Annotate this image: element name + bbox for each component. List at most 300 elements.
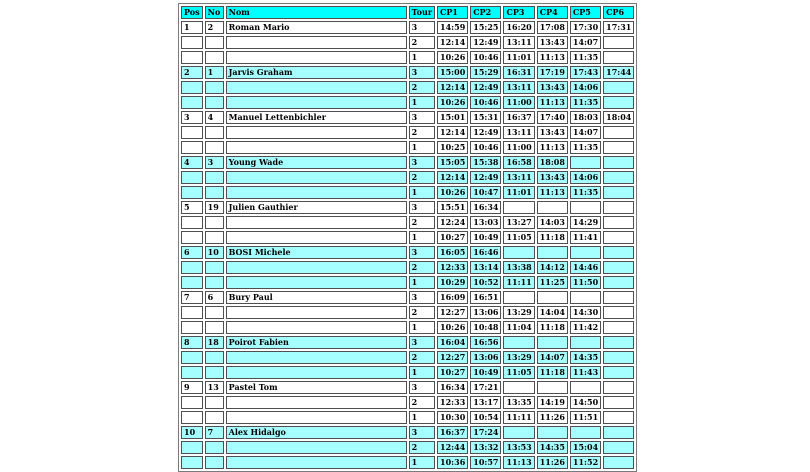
cell-pos — [181, 141, 203, 154]
table-row — [181, 246, 634, 259]
cell-cp6 — [603, 141, 634, 154]
cell-nom: BOSI Michele — [226, 246, 407, 259]
cell-cp4: 14:07 — [537, 351, 568, 364]
cell-nom — [226, 51, 407, 64]
cell-cp2: 12:49 — [470, 81, 501, 94]
table-header-row — [181, 6, 634, 19]
cell-tour: 2 — [409, 126, 435, 139]
cell-cp2: 10:49 — [470, 366, 501, 379]
cell-cp6 — [603, 156, 634, 169]
cell-tour: 1 — [409, 276, 435, 289]
cell-cp3: 13:27 — [503, 216, 534, 229]
cell-cp4: 13:43 — [537, 81, 568, 94]
cell-cp6 — [603, 321, 634, 334]
table-row — [181, 171, 634, 184]
cell-cp2: 17:24 — [470, 426, 501, 439]
cell-no — [205, 81, 224, 94]
cell-tour: 2 — [409, 306, 435, 319]
cell-pos — [181, 126, 203, 139]
table-row — [181, 396, 634, 409]
cell-cp2: 10:57 — [470, 456, 501, 469]
cell-cp2: 12:49 — [470, 36, 501, 49]
cell-cp3: 16:37 — [503, 111, 534, 124]
table-row — [181, 111, 634, 124]
cell-cp6 — [603, 96, 634, 109]
cell-nom — [226, 306, 407, 319]
cell-cp2: 10:46 — [470, 51, 501, 64]
cell-cp6 — [603, 171, 634, 184]
cell-cp5: 11:41 — [570, 231, 601, 244]
cell-no: 1 — [205, 66, 224, 79]
cell-cp1: 12:33 — [437, 261, 468, 274]
cell-cp3: 16:58 — [503, 156, 534, 169]
table-row — [181, 456, 634, 469]
cell-no — [205, 411, 224, 424]
cell-cp1: 12:14 — [437, 36, 468, 49]
cell-pos — [181, 351, 203, 364]
table-row — [181, 186, 634, 199]
cell-cp5: 14:46 — [570, 261, 601, 274]
cell-cp6 — [603, 291, 634, 304]
cell-pos: 3 — [181, 111, 203, 124]
cell-cp5 — [570, 381, 601, 394]
cell-pos: 1 — [181, 21, 203, 34]
cell-pos — [181, 321, 203, 334]
cell-tour: 1 — [409, 141, 435, 154]
cell-cp4: 11:13 — [537, 186, 568, 199]
cell-nom: Pastel Tom — [226, 381, 407, 394]
cell-cp4: 14:19 — [537, 396, 568, 409]
table-row — [181, 231, 634, 244]
cell-cp2: 15:29 — [470, 66, 501, 79]
cell-nom — [226, 81, 407, 94]
cell-nom: Poirot Fabien — [226, 336, 407, 349]
cell-cp4 — [537, 291, 568, 304]
cell-cp5 — [570, 156, 601, 169]
cell-tour: 1 — [409, 366, 435, 379]
cell-cp2: 13:03 — [470, 216, 501, 229]
cell-nom: Jarvis Graham — [226, 66, 407, 79]
cell-tour: 1 — [409, 411, 435, 424]
cell-cp5: 17:43 — [570, 66, 601, 79]
cell-nom — [226, 321, 407, 334]
cell-cp2: 13:06 — [470, 351, 501, 364]
cell-pos: 6 — [181, 246, 203, 259]
cell-no — [205, 396, 224, 409]
table-row — [181, 66, 634, 79]
cell-cp4: 11:25 — [537, 276, 568, 289]
cell-nom — [226, 36, 407, 49]
cell-cp1: 16:04 — [437, 336, 468, 349]
cell-cp2: 10:54 — [470, 411, 501, 424]
cell-cp1: 12:27 — [437, 351, 468, 364]
cell-pos — [181, 171, 203, 184]
cell-tour: 2 — [409, 216, 435, 229]
cell-cp6 — [603, 411, 634, 424]
cell-cp1: 10:36 — [437, 456, 468, 469]
cell-cp1: 12:27 — [437, 306, 468, 319]
cell-cp1: 12:14 — [437, 171, 468, 184]
cell-nom — [226, 441, 407, 454]
cell-cp3 — [503, 291, 534, 304]
cell-nom — [226, 261, 407, 274]
header-cp4: CP4 — [537, 6, 568, 19]
cell-cp5: 18:03 — [570, 111, 601, 124]
header-cp6: CP6 — [603, 6, 634, 19]
cell-cp5: 11:51 — [570, 411, 601, 424]
cell-cp6 — [603, 441, 634, 454]
cell-cp3 — [503, 381, 534, 394]
cell-nom — [226, 396, 407, 409]
cell-pos — [181, 81, 203, 94]
cell-cp4: 11:26 — [537, 456, 568, 469]
cell-pos — [181, 216, 203, 229]
cell-cp2: 15:38 — [470, 156, 501, 169]
cell-cp2: 13:17 — [470, 396, 501, 409]
cell-nom — [226, 126, 407, 139]
cell-no — [205, 456, 224, 469]
cell-cp1: 10:25 — [437, 141, 468, 154]
cell-no — [205, 306, 224, 319]
cell-cp5: 15:04 — [570, 441, 601, 454]
cell-cp1: 10:26 — [437, 96, 468, 109]
table-row — [181, 291, 634, 304]
cell-cp3: 13:11 — [503, 126, 534, 139]
cell-cp5 — [570, 336, 601, 349]
cell-cp2: 16:46 — [470, 246, 501, 259]
cell-pos — [181, 456, 203, 469]
cell-cp3: 11:13 — [503, 456, 534, 469]
cell-nom — [226, 366, 407, 379]
cell-cp3: 13:29 — [503, 351, 534, 364]
cell-cp3: 11:00 — [503, 96, 534, 109]
cell-cp5 — [570, 426, 601, 439]
cell-cp3 — [503, 246, 534, 259]
table-row — [181, 306, 634, 319]
cell-cp5: 17:30 — [570, 21, 601, 34]
cell-no: 10 — [205, 246, 224, 259]
cell-cp3: 11:05 — [503, 231, 534, 244]
cell-cp5: 11:35 — [570, 51, 601, 64]
cell-cp6 — [603, 186, 634, 199]
cell-cp5: 14:06 — [570, 171, 601, 184]
cell-tour: 3 — [409, 156, 435, 169]
cell-cp3: 11:00 — [503, 141, 534, 154]
cell-cp6 — [603, 231, 634, 244]
cell-tour: 2 — [409, 171, 435, 184]
header-cp1: CP1 — [437, 6, 468, 19]
cell-cp1: 10:26 — [437, 186, 468, 199]
cell-cp6 — [603, 126, 634, 139]
cell-cp1: 10:26 — [437, 321, 468, 334]
table-row — [181, 81, 634, 94]
cell-cp5: 11:35 — [570, 186, 601, 199]
cell-pos — [181, 396, 203, 409]
cell-cp4: 11:18 — [537, 321, 568, 334]
cell-no — [205, 276, 224, 289]
cell-cp6 — [603, 246, 634, 259]
cell-cp2: 10:46 — [470, 96, 501, 109]
cell-tour: 3 — [409, 291, 435, 304]
table-row — [181, 126, 634, 139]
cell-cp2: 10:48 — [470, 321, 501, 334]
cell-cp2: 15:25 — [470, 21, 501, 34]
cell-cp2: 10:52 — [470, 276, 501, 289]
table-row — [181, 36, 634, 49]
cell-tour: 1 — [409, 456, 435, 469]
table-row — [181, 351, 634, 364]
cell-cp3: 13:11 — [503, 171, 534, 184]
cell-cp3: 11:01 — [503, 51, 534, 64]
cell-cp6 — [603, 396, 634, 409]
table-row — [181, 261, 634, 274]
table-row — [181, 336, 634, 349]
cell-cp6: 17:44 — [603, 66, 634, 79]
cell-cp5: 14:06 — [570, 81, 601, 94]
cell-cp1: 10:27 — [437, 231, 468, 244]
table-row — [181, 201, 634, 214]
cell-cp3: 16:31 — [503, 66, 534, 79]
cell-tour: 3 — [409, 111, 435, 124]
cell-cp6 — [603, 456, 634, 469]
cell-tour: 3 — [409, 21, 435, 34]
cell-cp3: 16:20 — [503, 21, 534, 34]
cell-tour: 1 — [409, 321, 435, 334]
cell-cp2: 13:32 — [470, 441, 501, 454]
cell-cp1: 15:01 — [437, 111, 468, 124]
cell-cp3: 11:11 — [503, 276, 534, 289]
cell-tour: 2 — [409, 351, 435, 364]
cell-tour: 1 — [409, 186, 435, 199]
cell-cp3: 11:11 — [503, 411, 534, 424]
cell-pos: 9 — [181, 381, 203, 394]
cell-pos: 2 — [181, 66, 203, 79]
cell-pos — [181, 186, 203, 199]
cell-cp6 — [603, 36, 634, 49]
cell-cp1: 12:14 — [437, 81, 468, 94]
header-no: No — [205, 6, 224, 19]
cell-cp5: 11:42 — [570, 321, 601, 334]
cell-tour: 3 — [409, 201, 435, 214]
cell-tour: 1 — [409, 96, 435, 109]
cell-cp4: 14:03 — [537, 216, 568, 229]
cell-no — [205, 441, 224, 454]
cell-cp1: 12:33 — [437, 396, 468, 409]
cell-cp1: 12:24 — [437, 216, 468, 229]
cell-no — [205, 186, 224, 199]
table-row — [181, 51, 634, 64]
cell-tour: 2 — [409, 81, 435, 94]
cell-nom — [226, 276, 407, 289]
cell-cp1: 15:51 — [437, 201, 468, 214]
cell-cp2: 17:21 — [470, 381, 501, 394]
cell-cp5: 11:52 — [570, 456, 601, 469]
cell-cp2: 16:56 — [470, 336, 501, 349]
cell-cp2: 12:49 — [470, 126, 501, 139]
cell-cp1: 10:30 — [437, 411, 468, 424]
cell-nom — [226, 231, 407, 244]
cell-pos: 4 — [181, 156, 203, 169]
cell-cp5: 11:35 — [570, 96, 601, 109]
cell-cp4: 17:08 — [537, 21, 568, 34]
cell-cp4: 11:18 — [537, 366, 568, 379]
cell-tour: 2 — [409, 441, 435, 454]
cell-cp2: 16:34 — [470, 201, 501, 214]
cell-cp3 — [503, 426, 534, 439]
cell-cp1: 15:05 — [437, 156, 468, 169]
cell-cp5: 14:07 — [570, 36, 601, 49]
cell-cp6 — [603, 201, 634, 214]
cell-cp6 — [603, 426, 634, 439]
cell-cp3: 11:01 — [503, 186, 534, 199]
cell-cp3: 13:35 — [503, 396, 534, 409]
cell-no — [205, 51, 224, 64]
results-body — [181, 21, 634, 469]
cell-no: 6 — [205, 291, 224, 304]
cell-no — [205, 216, 224, 229]
cell-cp5: 14:30 — [570, 306, 601, 319]
cell-nom — [226, 141, 407, 154]
cell-no — [205, 171, 224, 184]
cell-cp1: 16:09 — [437, 291, 468, 304]
cell-cp4 — [537, 336, 568, 349]
cell-pos — [181, 36, 203, 49]
cell-tour: 2 — [409, 261, 435, 274]
cell-pos — [181, 276, 203, 289]
cell-pos — [181, 51, 203, 64]
cell-pos — [181, 366, 203, 379]
table-row — [181, 21, 634, 34]
cell-cp4: 13:43 — [537, 36, 568, 49]
cell-pos — [181, 231, 203, 244]
cell-cp6 — [603, 336, 634, 349]
cell-cp6 — [603, 381, 634, 394]
header-cp5: CP5 — [570, 6, 601, 19]
cell-nom — [226, 216, 407, 229]
cell-cp4: 14:04 — [537, 306, 568, 319]
cell-tour: 3 — [409, 336, 435, 349]
cell-cp3: 13:53 — [503, 441, 534, 454]
table-row — [181, 426, 634, 439]
cell-cp3 — [503, 201, 534, 214]
cell-pos — [181, 411, 203, 424]
cell-cp4 — [537, 246, 568, 259]
cell-nom: Bury Paul — [226, 291, 407, 304]
cell-cp4 — [537, 201, 568, 214]
cell-cp4 — [537, 381, 568, 394]
cell-cp4: 11:26 — [537, 411, 568, 424]
cell-nom: Julien Gauthier — [226, 201, 407, 214]
cell-pos: 10 — [181, 426, 203, 439]
header-cp2: CP2 — [470, 6, 501, 19]
cell-cp1: 10:26 — [437, 51, 468, 64]
header-tour: Tour — [409, 6, 435, 19]
cell-nom — [226, 96, 407, 109]
cell-no: 7 — [205, 426, 224, 439]
cell-tour: 3 — [409, 426, 435, 439]
cell-no — [205, 231, 224, 244]
cell-cp6 — [603, 366, 634, 379]
cell-cp4: 14:12 — [537, 261, 568, 274]
cell-cp5: 14:35 — [570, 351, 601, 364]
cell-nom: Roman Mario — [226, 21, 407, 34]
cell-pos — [181, 261, 203, 274]
cell-tour: 2 — [409, 36, 435, 49]
cell-cp5 — [570, 201, 601, 214]
table-row — [181, 441, 634, 454]
cell-cp1: 12:14 — [437, 126, 468, 139]
cell-cp4: 11:13 — [537, 96, 568, 109]
cell-nom — [226, 171, 407, 184]
table-row — [181, 141, 634, 154]
cell-tour: 2 — [409, 396, 435, 409]
cell-cp2: 13:14 — [470, 261, 501, 274]
cell-no — [205, 126, 224, 139]
cell-no: 4 — [205, 111, 224, 124]
cell-cp5: 11:43 — [570, 366, 601, 379]
cell-nom — [226, 411, 407, 424]
cell-cp3: 13:11 — [503, 81, 534, 94]
table-row — [181, 96, 634, 109]
cell-no: 18 — [205, 336, 224, 349]
cell-cp5 — [570, 291, 601, 304]
cell-cp6 — [603, 276, 634, 289]
cell-nom: Young Wade — [226, 156, 407, 169]
cell-pos: 8 — [181, 336, 203, 349]
cell-cp5 — [570, 246, 601, 259]
cell-no — [205, 141, 224, 154]
header-nom: Nom — [226, 6, 407, 19]
cell-no — [205, 261, 224, 274]
cell-cp3: 13:29 — [503, 306, 534, 319]
cell-cp1: 15:00 — [437, 66, 468, 79]
cell-tour: 1 — [409, 231, 435, 244]
cell-pos — [181, 306, 203, 319]
cell-cp2: 13:06 — [470, 306, 501, 319]
cell-cp5: 14:50 — [570, 396, 601, 409]
cell-no — [205, 36, 224, 49]
cell-cp4: 13:43 — [537, 126, 568, 139]
cell-cp5: 14:07 — [570, 126, 601, 139]
cell-cp6: 17:31 — [603, 21, 634, 34]
cell-cp4: 13:43 — [537, 171, 568, 184]
cell-cp5: 11:50 — [570, 276, 601, 289]
cell-no: 13 — [205, 381, 224, 394]
cell-nom — [226, 186, 407, 199]
cell-pos — [181, 96, 203, 109]
cell-cp2: 10:49 — [470, 231, 501, 244]
header-cp3: CP3 — [503, 6, 534, 19]
cell-no: 3 — [205, 156, 224, 169]
results-table — [178, 3, 637, 472]
cell-cp6: 18:04 — [603, 111, 634, 124]
table-row — [181, 156, 634, 169]
cell-nom — [226, 456, 407, 469]
cell-tour: 3 — [409, 66, 435, 79]
cell-cp5: 11:35 — [570, 141, 601, 154]
table-row — [181, 366, 634, 379]
table-row — [181, 321, 634, 334]
cell-cp1: 10:27 — [437, 366, 468, 379]
cell-cp6 — [603, 81, 634, 94]
cell-cp3: 13:11 — [503, 36, 534, 49]
cell-cp2: 16:51 — [470, 291, 501, 304]
cell-cp2: 12:49 — [470, 171, 501, 184]
cell-no — [205, 96, 224, 109]
cell-tour: 1 — [409, 51, 435, 64]
cell-nom: Manuel Lettenbichler — [226, 111, 407, 124]
cell-cp1: 14:59 — [437, 21, 468, 34]
